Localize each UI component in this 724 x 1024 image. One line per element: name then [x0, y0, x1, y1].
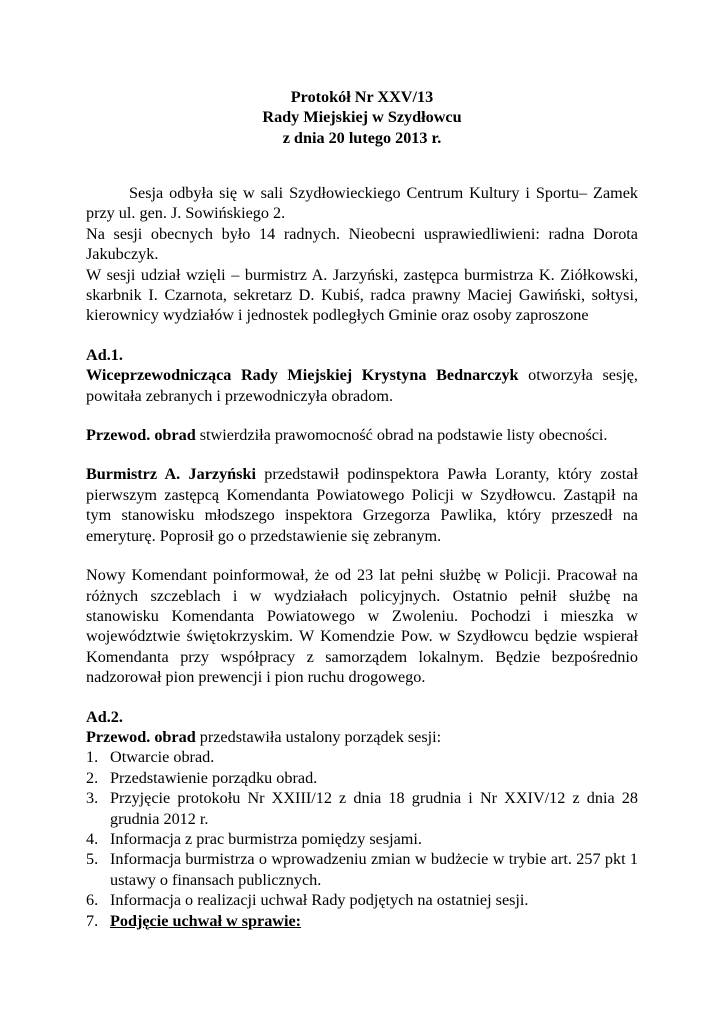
ad1-paragraph-1: Wiceprzewodnicząca Rady Miejskiej Krystyna Bednarczyk otworzyła sesję, powitała zebranych i przewodniczyła obradom. [86, 366, 638, 405]
ad1-heading: Ad.1. [86, 345, 123, 364]
title-line-1: Protokół Nr XXV/13 [290, 88, 434, 106]
ad1-paragraph-3: Burmistrz A. Jarzyński przedstawił podinspektora Pawła Loranty, który został pierwszym zastępcą Komendanta Powiatowego Policji w Szydłowcu. Zastąpił na tym stanowisku młodszego inspektora Grzegorza Pawlika, który przeszedł na emeryturę. Poprosił go o przedstawienie się zebranym. [86, 465, 638, 545]
document-body [86, 183, 638, 931]
agenda-item: 7. Podjęcie uchwał w sprawie: [86, 911, 302, 930]
intro-paragraph-1: Sesja odbyła się w sali Szydłowieckiego Centrum Kultury i Sportu– Zamek przy ul. gen. J. Sowińskiego 2. [86, 184, 638, 223]
agenda-item: 6. Informacja o realizacji uchwał Rady podjętych na ostatniej sesji. [86, 891, 529, 910]
intro-paragraph-3: W sesji udział wzięli – burmistrz A. Jarzyński, zastępca burmistrza K. Ziółkowski, skarbnik I. Czarnota, sekretarz D. Kubiś, radca prawny Maciej Gawiński, sołtysi, kierownicy wydziałów i jednostek podległych Gminie oraz osoby zaproszone [86, 265, 638, 325]
ad1-paragraph-2: Przewod. obrad stwierdziła prawomocność obrad na podstawie listy obecności. [86, 426, 608, 445]
agenda-item: 2. Przedstawienie porządku obrad. [86, 768, 318, 787]
title-line-2: Rady Miejskiej w Szydłowcu [262, 108, 462, 127]
title-line-3: z dnia 20 lutego 2013 r. [282, 128, 442, 147]
ad2-paragraph-1: Przewod. obrad przedstawiła ustalony porządek sesji: [86, 727, 442, 746]
agenda-item: 4. Informacja z prac burmistrza pomiędzy sesjami. [86, 829, 422, 848]
ad2-heading: Ad.2. [86, 707, 123, 726]
agenda-item: 5. Informacja burmistrza o wprowadzeniu zmian w budżecie w trybie art. 257 pkt 1 ustawy o finansach publicznych. [86, 850, 638, 889]
ad1-paragraph-4: Nowy Komendant poinformował, że od 23 lat pełni służbę w Policji. Pracował na różnych szczeblach i w wydziałach policyjnych. Ostatnio pełnił służbę na stanowisku Komendanta Powiatowego w Zwoleniu. Pochodzi i mieszka w województwie świętokrzyskim. W Komendzie Pow. w Szydłowcu będzie wspierał Komendanta przy współpracy z samorządem lokalnym. Będzie bezpośrednio nadzorował pion prewencji i pion ruchu drogowego. [86, 566, 638, 687]
intro-paragraph-2: Na sesji obecnych było 14 radnych. Nieobecni usprawiedliwieni: radna Dorota Jakubczyk. [86, 224, 638, 264]
agenda-item: 3. Przyjęcie protokołu Nr XXIII/12 z dnia 18 grudnia i Nr XXIV/12 z dnia 28 grudnia 2012 r. [86, 789, 638, 828]
agenda-item: 1. Otwarcie obrad. [86, 748, 215, 767]
agenda-list [86, 747, 638, 931]
document-title [0, 87, 724, 148]
